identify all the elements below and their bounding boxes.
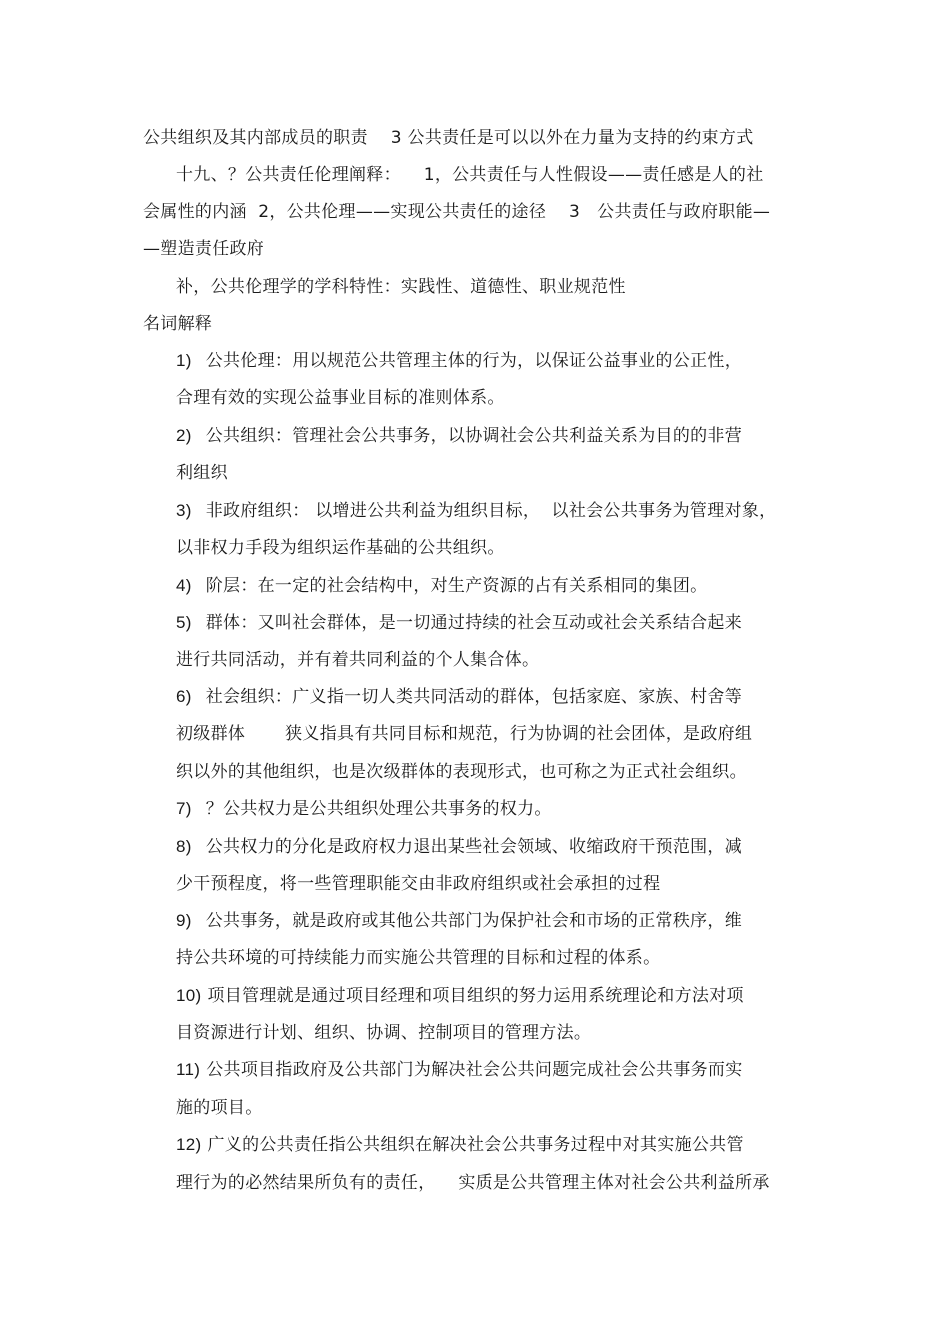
- term-number: 4): [176, 576, 192, 595]
- term-text: 非政府组织： 以增进公共利益为组织目标， 以社会公共事务为管理对象，: [205, 501, 777, 521]
- term-5-cont: 进行共同活动，并有着共同利益的个人集合体。: [176, 650, 540, 670]
- text-line-continuation: 公共组织及其内部成员的职责 3 公共责任是可以以外在力量为支持的约束方式: [143, 128, 754, 148]
- term-text: 公共事务，就是政府或其他公共部门为保护社会和市场的正常秩序，维: [205, 911, 743, 931]
- term-text: 公共权力的分化是政府权力退出某些社会领域、收缩政府干预范围，减: [205, 837, 743, 857]
- term-1-cont: 合理有效的实现公益事业目标的准则体系。: [176, 388, 505, 408]
- term-8: [176, 836, 742, 858]
- term-10-cont: 目资源进行计划、组织、协调、控制项目的管理方法。: [176, 1023, 592, 1043]
- text-line-section-19-end: —塑造责任政府: [143, 239, 265, 259]
- term-number: 12): [176, 1135, 202, 1154]
- term-2: [176, 425, 742, 447]
- term-4: [176, 575, 707, 597]
- term-8-cont: 少干预程度，将一些管理职能交由非政府组织或社会承担的过程: [176, 874, 661, 894]
- term-text: 广义的公共责任指公共组织在解决社会公共事务过程中对其实施公共管: [207, 1135, 744, 1155]
- term-12-cont: 理行为的必然结果所负有的责任， 实质是公共管理主体对社会公共利益所承: [176, 1173, 770, 1193]
- term-3: [176, 500, 776, 522]
- term-3-cont: 以非权力手段为组织运作基础的公共组织。: [176, 538, 505, 558]
- text-line-section-19: 十九、？公共责任伦理阐释： 1，公共责任与人性假设——责任感是人的社: [176, 165, 764, 185]
- term-6-cont-1: 初级群体 狭义指具有共同目标和规范，行为协调的社会团体，是政府组: [176, 724, 753, 744]
- term-text: 社会组织：广义指一切人类共同活动的群体，包括家庭、家族、村舍等: [205, 687, 743, 707]
- term-11: [176, 1059, 743, 1081]
- term-text: 阶层：在一定的社会结构中，对生产资源的占有关系相同的集团。: [205, 576, 708, 596]
- term-text: 公共组织：管理社会公共事务，以协调社会公共利益关系为目的的非营: [205, 426, 743, 446]
- term-number: 3): [176, 501, 192, 520]
- term-10: [176, 985, 744, 1007]
- term-number: 9): [176, 911, 192, 930]
- term-number: 6): [176, 687, 192, 706]
- text-line-section-19-cont: 会属性的内涵 2，公共伦理——实现公共责任的途径 3 公共责任与政府职能—: [143, 202, 771, 222]
- term-text: 群体：又叫社会群体，是一切通过持续的社会互动或社会关系结合起来: [205, 613, 743, 633]
- term-2-cont: 利组织: [176, 463, 228, 483]
- term-number: 8): [176, 837, 192, 856]
- term-12: [176, 1134, 744, 1156]
- section-heading-glossary: 名词解释: [143, 314, 213, 334]
- term-6-cont-2: 织以外的其他组织，也是次级群体的表现形式，也可称之为正式社会组织。: [176, 762, 747, 782]
- term-1: [176, 350, 742, 372]
- term-7: [176, 798, 552, 820]
- term-11-cont: 施的项目。: [176, 1098, 263, 1118]
- term-number: 5): [176, 613, 192, 632]
- term-9-cont: 持公共环境的可持续能力而实施公共管理的目标和过程的体系。: [176, 948, 661, 968]
- term-text: ？公共权力是公共组织处理公共事务的权力。: [205, 799, 552, 819]
- term-number: 1): [176, 351, 192, 370]
- text-line-supplement: 补，公共伦理学的学科特性：实践性、道德性、职业规范性: [176, 277, 626, 297]
- term-text: 公共伦理：用以规范公共管理主体的行为，以保证公益事业的公正性，: [205, 351, 743, 371]
- term-text: 公共项目指政府及公共部门为解决社会公共问题完成社会公共事务而实: [206, 1060, 743, 1080]
- term-number: 2): [176, 426, 192, 445]
- term-6: [176, 686, 742, 708]
- term-number: 11): [176, 1060, 201, 1079]
- term-number: 10): [176, 986, 202, 1005]
- term-9: [176, 910, 742, 932]
- term-text: 项目管理就是通过项目经理和项目组织的努力运用系统理论和方法对项: [207, 986, 744, 1006]
- term-number: 7): [176, 799, 192, 818]
- term-5: [176, 612, 742, 634]
